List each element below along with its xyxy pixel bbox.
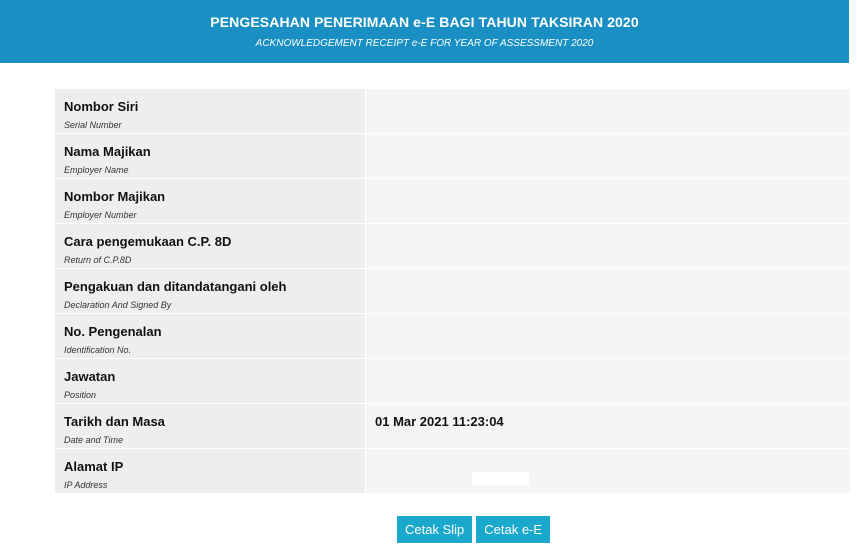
redacted-ip-box xyxy=(472,472,529,485)
row-label: Pengakuan dan ditandatangani oleh xyxy=(64,279,287,294)
label-cell xyxy=(55,314,366,358)
print-slip-button[interactable]: Cetak Slip xyxy=(397,516,472,543)
page-title: PENGESAHAN PENERIMAAN e-E BAGI TAHUN TAKSIRAN 2020 xyxy=(210,14,639,30)
row-sublabel: Serial Number xyxy=(64,120,122,130)
table-row-return-method xyxy=(55,224,850,269)
label-cell xyxy=(55,449,366,493)
page-subtitle: ACKNOWLEDGEMENT RECEIPT e-E FOR YEAR OF ASSESSMENT 2020 xyxy=(255,38,594,49)
value-cell xyxy=(366,314,850,358)
row-label: Jawatan xyxy=(64,369,116,384)
page-header xyxy=(0,0,849,63)
label-cell xyxy=(55,224,366,268)
table-row-declaration xyxy=(55,269,850,314)
value-cell xyxy=(366,134,850,178)
label-cell xyxy=(55,359,366,403)
row-label: Tarikh dan Masa xyxy=(64,414,165,429)
value-cell xyxy=(366,449,850,493)
row-sublabel: Return of C.P.8D xyxy=(64,255,132,265)
row-label: No. Pengenalan xyxy=(64,324,162,339)
table-row-employer-name xyxy=(55,134,850,179)
table-row-employer-number xyxy=(55,179,850,224)
value-cell xyxy=(366,404,850,448)
row-label: Cara pengemukaan C.P. 8D xyxy=(64,234,232,249)
row-value: 01 Mar 2021 11:23:04 xyxy=(375,414,504,429)
print-ee-button[interactable]: Cetak e-E xyxy=(476,516,550,543)
table-row-serial-number xyxy=(55,89,850,134)
label-cell xyxy=(55,179,366,223)
row-sublabel: Date and Time xyxy=(64,435,123,445)
receipt-table xyxy=(55,89,850,494)
value-cell xyxy=(366,269,850,313)
table-row-ip-address xyxy=(55,449,850,494)
table-row-identification xyxy=(55,314,850,359)
row-sublabel: IP Address xyxy=(64,480,108,490)
label-cell xyxy=(55,404,366,448)
row-label: Alamat IP xyxy=(64,459,124,474)
row-label: Nama Majikan xyxy=(64,144,151,159)
row-sublabel: Identification No. xyxy=(64,345,132,355)
table-row-position xyxy=(55,359,850,404)
table-row-date-time xyxy=(55,404,850,449)
label-cell xyxy=(55,89,366,133)
row-label: Nombor Majikan xyxy=(64,189,166,204)
value-cell xyxy=(366,359,850,403)
label-cell xyxy=(55,134,366,178)
row-sublabel: Position xyxy=(64,390,97,400)
row-sublabel: Declaration And Signed By xyxy=(64,300,172,310)
value-cell xyxy=(366,224,850,268)
action-buttons xyxy=(397,516,550,543)
label-cell xyxy=(55,269,366,313)
row-sublabel: Employer Name xyxy=(64,165,129,175)
row-sublabel: Employer Number xyxy=(64,210,137,220)
row-label: Nombor Siri xyxy=(64,99,139,114)
value-cell xyxy=(366,179,850,223)
value-cell xyxy=(366,89,850,133)
